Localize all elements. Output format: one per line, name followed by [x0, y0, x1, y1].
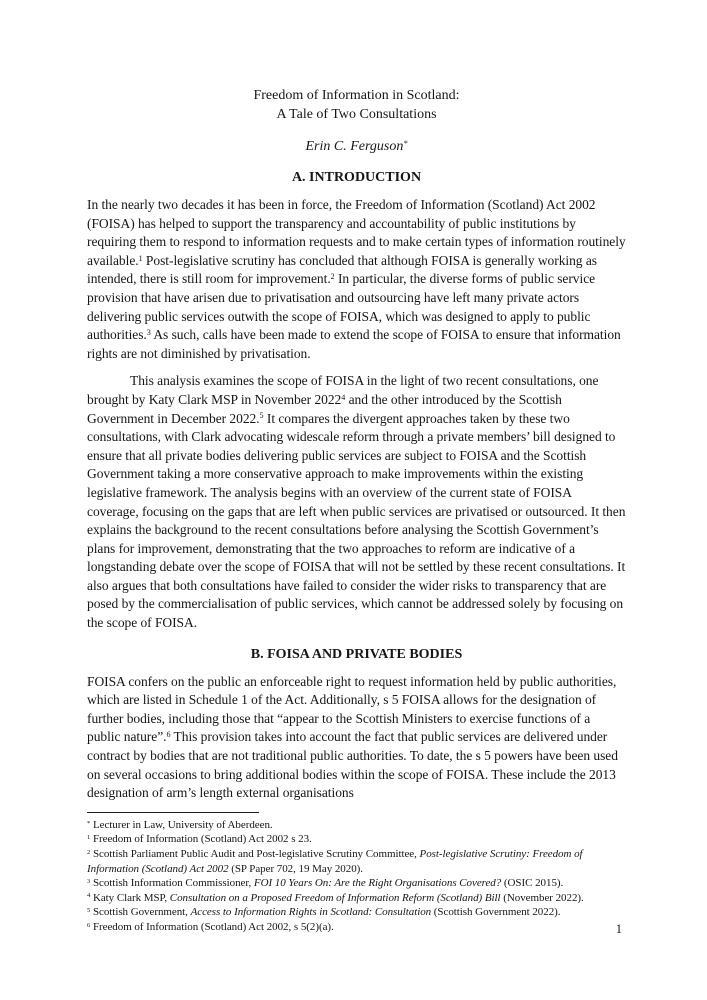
footnote: * Lecturer in Law, University of Aberdeen. [87, 818, 273, 831]
article-title-line-2: A Tale of Two Consultations [276, 107, 437, 122]
footnote-marker: 2 [87, 848, 91, 856]
footnote: $^2$ Scottish Parliament Public Audit and Post-legislative Scrutiny Committee, Post-legislative Scrutiny: Freedom of Information (Scotland) Act 2002 (SP Paper 702, 19 May 2020). [87, 848, 583, 875]
title-block [87, 86, 626, 187]
footnote: $^6$ Freedom of Information (Scotland) Act 2002, s 5(2)(a). [87, 920, 334, 933]
footnote-marker: 3 [87, 877, 91, 885]
footnote-marker: 5 [87, 907, 91, 915]
article-title-line-1: Freedom of Information in Scotland: [253, 88, 460, 103]
italic-text: FOI 10 Years On: Are the Right Organisations Covered? [253, 877, 502, 890]
author-note-marker: * [403, 138, 408, 148]
footnotes-list [87, 818, 626, 935]
footnote-marker: * [87, 819, 91, 827]
footnote: $^1$ Freedom of Information (Scotland) Act 2002 s 23. [87, 833, 312, 846]
footnote-marker: 1 [87, 834, 91, 842]
paragraph-foisa-private-bodies: FOISA confers on the public an enforceable right to request information held by public authorities, which are listed in Schedule 1 of the Act. Additionally, s 5 FOISA allows for the designation of further bodies, including those that “appear to the Scottish Ministers to exercise functions of a public nature”.$^6$ This provision takes into account the fact that public services are delivered under contract by bodies that are not traditional public authorities. To date, the s 5 powers have been used on several occasions to bring additional bodies within the scope of FOISA. These include the 2013 designation of arm’s length external organisations [87, 673, 618, 801]
footnote-separator-rule [87, 812, 259, 813]
section-heading-b: B. FOISA AND PRIVATE BODIES [250, 646, 463, 662]
footnote: $^3$ Scottish Information Commissioner, FOI 10 Years On: Are the Right Organisations Covered? (OSIC 2015). [87, 877, 564, 890]
italic-text: Consultation on a Proposed Freedom of Information Reform (Scotland) Bill [169, 891, 501, 904]
paragraph-introduction-1: In the nearly two decades it has been in force, the Freedom of Information (Scotland) Act 2002 (FOISA) has helped to support the transparency and accountability of public institutions by requiring them to respond to information requests and to make certain types of information routinely available.$^1$ Post-legislative scrutiny has concluded that although FOISA is generally working as intended, there is still room for improvement.$^2$ In particular, the diverse forms of public service provision that have arisen due to privatisation and outsourcing have left many private actors delivering public services outwith the scope of FOISA, which was designed to apply to public authorities.$^3$ As such, calls have been made to extend the scope of FOISA to ensure that information rights are not diminished by privatisation. [87, 197, 626, 361]
footnote-reference: 3 [146, 328, 151, 338]
paragraph-introduction-2: This analysis examines the scope of FOISA in the light of two recent consultations, one brought by Katy Clark MSP in November 2022$^4$ and the other introduced by the Scottish Government in December 2022.$^5$ It compares the divergent approaches taken by these two consultations, with Clark advocating widescale reform through a private members’ bill designed to ensure that all private bodies delivering public services are subject to FOISA and the Scottish Government taking a more conservative approach to make improvements within the existing legislative framework. The analysis begins with an overview of the current state of FOISA coverage, focusing on the gaps that are left when public services are privatised or outsourced. It then explains the background to the recent consultations before analysing the Scottish Government’s plans for improvement, demonstrating that the two approaches to reform are indicative of a longstanding debate over the scope of FOISA that will not be settled by these recent consultations. It also argues that both consultations have failed to consider the wider risks to transparency that are posed by the commercialisation of public services, which cannot be addressed solely by focusing on the scope of FOISA. [87, 373, 626, 631]
article-author [87, 137, 626, 156]
italic-text: Post-legislative Scrutiny: Freedom of Information (Scotland) Act 2002 [87, 848, 583, 875]
footnote-reference: 4 [341, 392, 346, 402]
footnote-reference: 6 [166, 730, 171, 740]
footnote-reference: 2 [330, 272, 335, 282]
section-heading-a: A. INTRODUCTION [291, 170, 422, 185]
footnote-reference: 1 [138, 253, 143, 263]
page-number: 1 [615, 922, 622, 936]
footnote: $^4$ Katy Clark MSP, Consultation on a Proposed Freedom of Information Reform (Scotland) Bill (November 2022). [87, 891, 584, 904]
footnote-reference: 5 [259, 411, 264, 421]
footnote-marker: 4 [87, 892, 91, 900]
author-name: Erin C. Ferguson [305, 139, 404, 154]
footnote-marker: 6 [87, 921, 91, 929]
footnote: $^5$ Scottish Government, Access to Information Rights in Scotland: Consultation (Scottish Government 2022). [87, 906, 561, 919]
italic-text: Access to Information Rights in Scotland: Consultation [190, 906, 432, 919]
article-title [87, 86, 626, 124]
